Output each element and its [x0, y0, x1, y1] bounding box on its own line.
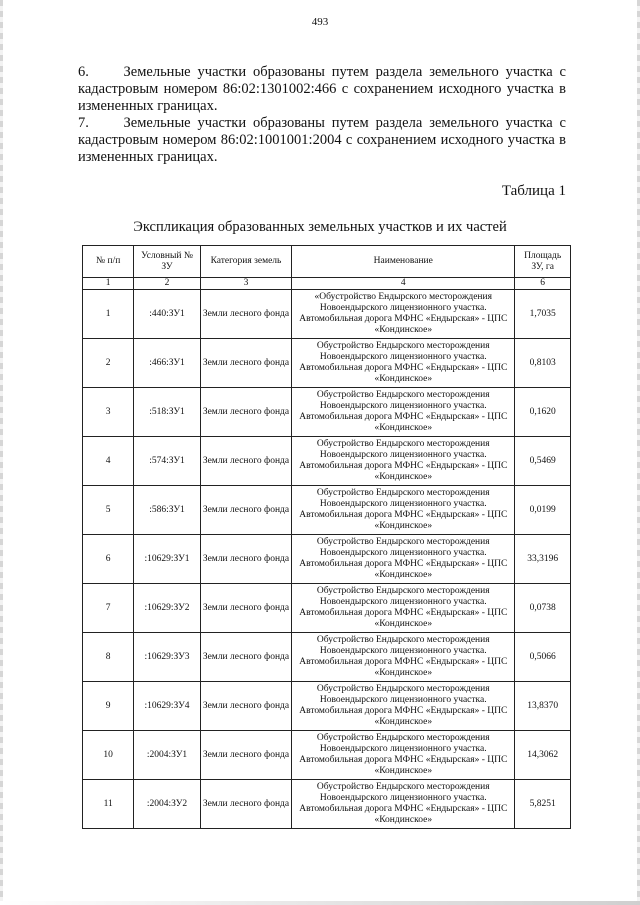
table-body: [83, 290, 571, 829]
cell-number: 7: [83, 584, 134, 633]
cell-area: 13,8370: [515, 682, 571, 731]
cell-plot-id: :586:ЗУ1: [134, 486, 200, 535]
header-name: Наименование: [292, 246, 515, 278]
table-row: [83, 682, 571, 731]
cell-plot-id: :440:ЗУ1: [134, 290, 200, 339]
cell-land-category: Земли лесного фонда: [200, 339, 292, 388]
paragraph-6: 6. Земельные участки образованы путем раздела земельного участка с кадастровым номером 86:02:1301002:466 с сохранением исходного участка в измененных границах.: [78, 64, 566, 114]
cell-land-category: Земли лесного фонда: [200, 290, 292, 339]
cell-area: 33,3196: [515, 535, 571, 584]
cell-land-category: Земли лесного фонда: [200, 486, 292, 535]
cell-land-category: Земли лесного фонда: [200, 682, 292, 731]
cell-area: 0,1620: [515, 388, 571, 437]
table-row: [83, 388, 571, 437]
cell-plot-id: :2004:ЗУ2: [134, 780, 200, 829]
column-number: 6: [515, 278, 571, 290]
cell-area: 0,0738: [515, 584, 571, 633]
cell-land-category: Земли лесного фонда: [200, 388, 292, 437]
cell-name: Обустройство Ендырского месторождения Новоендырского лицензионного участка. Автомобильная дорога МФНС «Ендырская» - ЦПС «Кондинское»: [292, 731, 515, 780]
cell-number: 2: [83, 339, 134, 388]
cell-number: 11: [83, 780, 134, 829]
cell-plot-id: :2004:ЗУ1: [134, 731, 200, 780]
table-label: Таблица 1: [501, 183, 566, 199]
explication-table: [82, 245, 571, 829]
cell-name: Обустройство Ендырского месторождения Новоендырского лицензионного участка. Автомобильная дорога МФНС «Ендырская» - ЦПС «Кондинское»: [292, 682, 515, 731]
cell-number: 5: [83, 486, 134, 535]
scan-edge-left: [0, 0, 3, 905]
cell-name: Обустройство Ендырского месторождения Новоендырского лицензионного участка. Автомобильная дорога МФНС «Ендырская» - ЦПС «Кондинское»: [292, 780, 515, 829]
cell-plot-id: :10629:ЗУ3: [134, 633, 200, 682]
table-row: [83, 486, 571, 535]
cell-land-category: Земли лесного фонда: [200, 633, 292, 682]
header-area: Площадь ЗУ, га: [515, 246, 571, 278]
column-number: 2: [134, 278, 200, 290]
cell-name: Обустройство Ендырского месторождения Новоендырского лицензионного участка. Автомобильная дорога МФНС «Ендырская» - ЦПС «Кондинское»: [292, 486, 515, 535]
cell-name: Обустройство Ендырского месторождения Новоендырского лицензионного участка. Автомобильная дорога МФНС «Ендырская» - ЦПС «Кондинское»: [292, 633, 515, 682]
column-number: 4: [292, 278, 515, 290]
cell-area: 5,8251: [515, 780, 571, 829]
paragraph-7: 7. Земельные участки образованы путем раздела земельного участка с кадастровым номером 86:02:1001001:2004 с сохранением исходного участка в измененных границах.: [78, 115, 566, 165]
header-number: № п/п: [83, 246, 134, 278]
cell-land-category: Земли лесного фонда: [200, 535, 292, 584]
table-row: [83, 437, 571, 486]
cell-land-category: Земли лесного фонда: [200, 584, 292, 633]
cell-number: 10: [83, 731, 134, 780]
cell-plot-id: :10629:ЗУ4: [134, 682, 200, 731]
table-row: [83, 780, 571, 829]
cell-area: 1,7035: [515, 290, 571, 339]
cell-plot-id: :574:ЗУ1: [134, 437, 200, 486]
cell-area: 0,5469: [515, 437, 571, 486]
cell-area: 0,8103: [515, 339, 571, 388]
cell-plot-id: :10629:ЗУ1: [134, 535, 200, 584]
cell-number: 6: [83, 535, 134, 584]
table-title: Экспликация образованных земельных участков и их частей: [133, 219, 507, 235]
table-row: [83, 290, 571, 339]
cell-area: 0,0199: [515, 486, 571, 535]
cell-number: 4: [83, 437, 134, 486]
cell-land-category: Земли лесного фонда: [200, 437, 292, 486]
page-number: 493: [311, 16, 329, 28]
cell-land-category: Земли лесного фонда: [200, 731, 292, 780]
cell-area: 14,3062: [515, 731, 571, 780]
table-row: [83, 339, 571, 388]
column-number: 1: [83, 278, 134, 290]
scan-edge-bottom: [0, 901, 640, 905]
cell-land-category: Земли лесного фонда: [200, 780, 292, 829]
table-header-row: [83, 246, 571, 278]
table-row: [83, 731, 571, 780]
cell-name: «Обустройство Ендырского месторождения Новоендырского лицензионного участка. Автомобильная дорога МФНС «Ендырская» - ЦПС «Кондинское»: [292, 290, 515, 339]
cell-plot-id: :518:ЗУ1: [134, 388, 200, 437]
header-plot-id: Условный № ЗУ: [134, 246, 200, 278]
cell-plot-id: :466:ЗУ1: [134, 339, 200, 388]
cell-number: 3: [83, 388, 134, 437]
cell-name: Обустройство Ендырского месторождения Новоендырского лицензионного участка. Автомобильная дорога МФНС «Ендырская» - ЦПС «Кондинское»: [292, 535, 515, 584]
cell-name: Обустройство Ендырского месторождения Новоендырского лицензионного участка. Автомобильная дорога МФНС «Ендырская» - ЦПС «Кондинское»: [292, 388, 515, 437]
cell-number: 8: [83, 633, 134, 682]
header-land-category: Категория земель: [200, 246, 292, 278]
cell-plot-id: :10629:ЗУ2: [134, 584, 200, 633]
cell-name: Обустройство Ендырского месторождения Новоендырского лицензионного участка. Автомобильная дорога МФНС «Ендырская» - ЦПС «Кондинское»: [292, 339, 515, 388]
column-number: 3: [200, 278, 292, 290]
table-row: [83, 584, 571, 633]
cell-name: Обустройство Ендырского месторождения Новоендырского лицензионного участка. Автомобильная дорога МФНС «Ендырская» - ЦПС «Кондинское»: [292, 584, 515, 633]
cell-number: 1: [83, 290, 134, 339]
table-column-numbers-row: [83, 278, 571, 290]
cell-area: 0,5066: [515, 633, 571, 682]
table-row: [83, 535, 571, 584]
table-row: [83, 633, 571, 682]
cell-number: 9: [83, 682, 134, 731]
cell-name: Обустройство Ендырского месторождения Новоендырского лицензионного участка. Автомобильная дорога МФНС «Ендырская» - ЦПС «Кондинское»: [292, 437, 515, 486]
